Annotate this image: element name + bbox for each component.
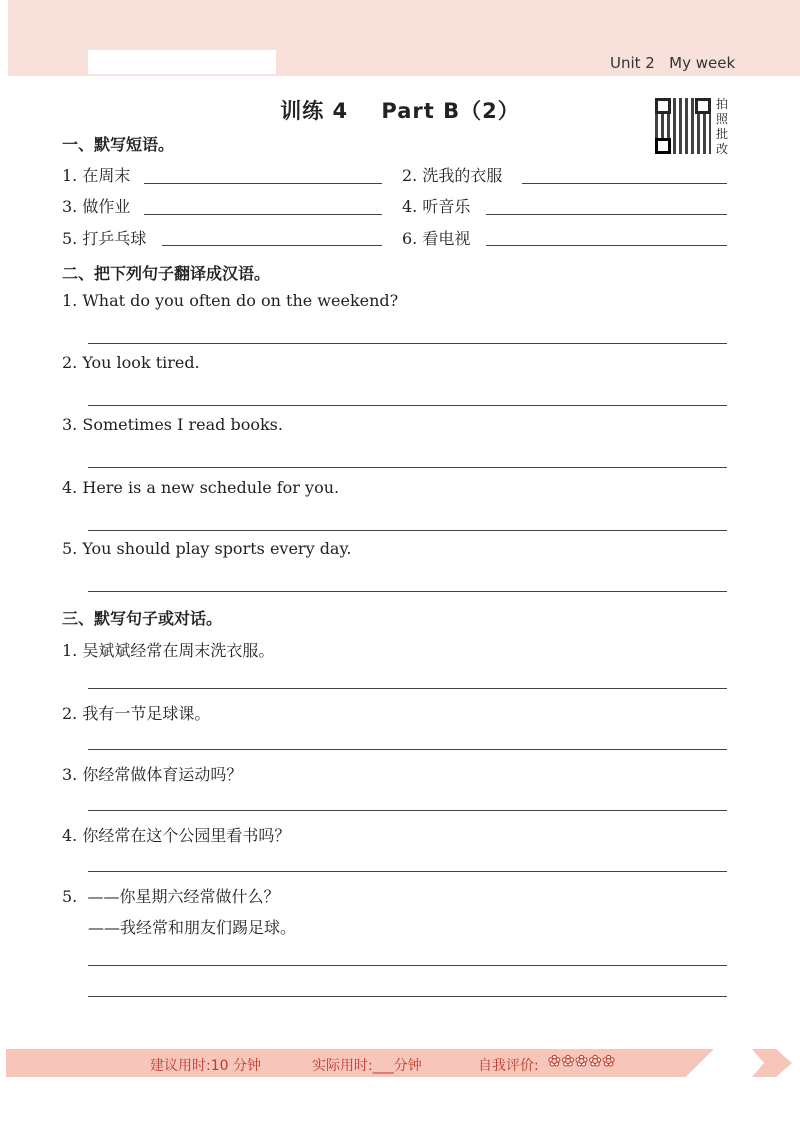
unit-label: Unit 2 My week [610,54,736,72]
dictation-text: 吴斌斌经常在周末洗衣服。 [82,641,275,660]
phrase-1 [62,163,130,186]
qr-code-corner [655,138,671,154]
sentence-2 [62,353,200,372]
phrase-num: 5. [62,229,78,248]
suggested-time: 建议用时:10 分钟 [150,1058,261,1074]
phrase-text: 看电视 [422,229,471,248]
answer-line[interactable] [486,214,727,215]
sentence-4 [62,478,339,497]
phrase-text: 做作业 [82,197,131,216]
phrase-text: 听音乐 [422,197,471,216]
phrase-5 [62,226,146,249]
page-title: 训练 4 Part B（2） [280,99,520,123]
phrase-6 [402,226,470,249]
phrase-text: 打乒乓球 [82,229,147,248]
answer-line[interactable] [88,871,727,872]
sentence-3 [62,415,283,434]
dictation-3 [62,762,242,785]
sentence-text: Here is a new schedule for you. [82,478,340,497]
dictation-num: 5. [62,887,78,906]
section1-heading: 一、默写短语。 [62,135,175,154]
answer-line[interactable] [88,405,727,406]
footer-arrow-icon [752,1049,792,1077]
dictation-text: 我有一节足球课。 [82,704,211,723]
phrase-num: 2. [402,166,418,185]
dictation-5 [62,884,279,907]
answer-line[interactable] [144,214,382,215]
sentence-num: 2. [62,353,78,372]
dictation-num: 3. [62,765,78,784]
sentence-text: You should play sports every day. [82,539,352,558]
dictation-2 [62,701,210,724]
dictation-num: 2. [62,704,78,723]
section3-heading: 三、默写句子或对话。 [62,609,223,628]
sentence-num: 1. [62,291,78,310]
qr-caption: 拍照批改 [716,97,729,156]
answer-line[interactable] [88,343,727,344]
dictation-num: 4. [62,826,78,845]
sentence-text: What do you often do on the weekend? [82,291,399,310]
sentence-text: You look tired. [82,353,200,372]
phrase-num: 6. [402,229,418,248]
answer-line[interactable] [88,996,727,997]
actual-time: 实际用时:___分钟 [312,1058,422,1074]
phrase-num: 3. [62,197,78,216]
phrase-num: 1. [62,166,78,185]
answer-line[interactable] [88,810,727,811]
rating-stars-icon[interactable]: ✿✿✿✿✿ [548,1052,616,1070]
dictation-5-reply: ——我经常和朋友们踢足球。 [88,918,297,937]
dictation-num: 1. [62,641,78,660]
dictation-text: 你经常做体育运动吗？ [82,765,243,784]
answer-line[interactable] [88,591,727,592]
answer-line[interactable] [88,467,727,468]
sentence-num: 4. [62,478,78,497]
phrase-num: 4. [402,197,418,216]
self-eval-label: 自我评价: [478,1058,539,1074]
sentence-1 [62,291,398,310]
phrase-text: 洗我的衣服 [422,166,503,185]
sentence-text: Sometimes I read books. [82,415,283,434]
dictation-4 [62,823,290,846]
sentence-num: 5. [62,539,78,558]
answer-line[interactable] [522,183,727,184]
header-blank-patch [88,50,276,74]
dictation-text: ——你星期六经常做什么？ [87,887,280,906]
phrase-3 [62,194,130,217]
section2-heading: 二、把下列句子翻译成汉语。 [62,264,271,283]
answer-line[interactable] [144,183,382,184]
answer-line[interactable] [88,965,727,966]
answer-line[interactable] [88,749,727,750]
answer-line[interactable] [162,245,382,246]
sentence-num: 3. [62,415,78,434]
dictation-text: 你经常在这个公园里看书吗？ [82,826,291,845]
answer-line[interactable] [88,688,727,689]
dictation-1 [62,638,274,661]
answer-line[interactable] [88,530,727,531]
phrase-4 [402,194,470,217]
sentence-5 [62,539,351,558]
phrase-text: 在周末 [82,166,131,185]
phrase-2 [402,163,502,186]
answer-line[interactable] [486,245,727,246]
